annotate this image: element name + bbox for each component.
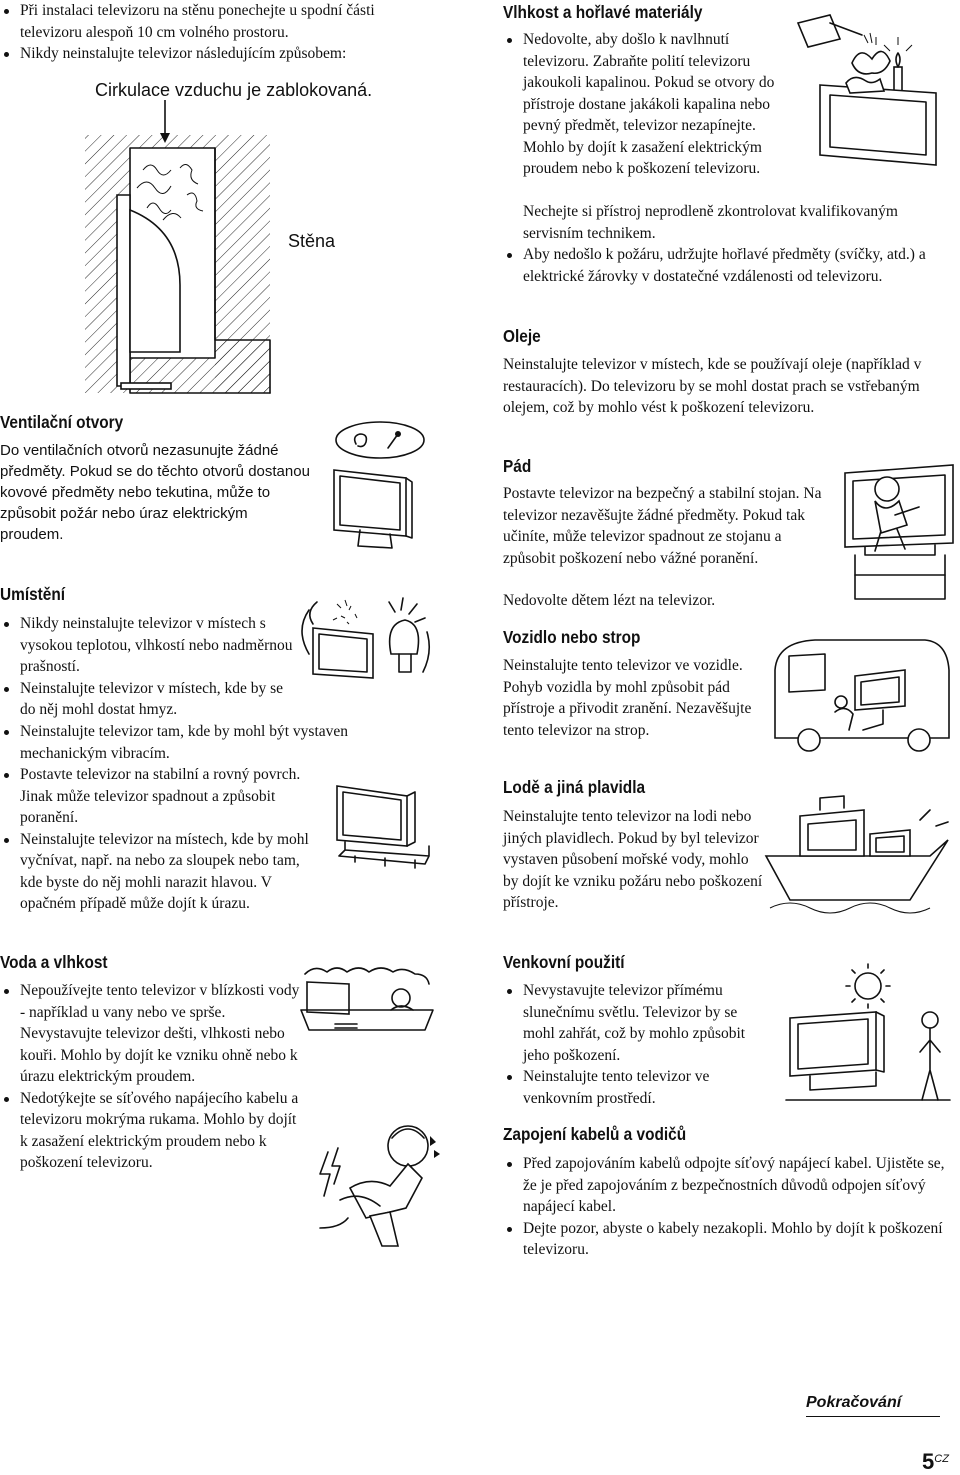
cables-list [503,1153,953,1261]
page-number [922,1446,949,1475]
outdoor-item: Nevystavujte televizor přímému slunečnímu světlu. Televizor by se mohl zahřát, což by mohlo způsobit jeho poškození. [503,980,773,1066]
outdoor-list [503,980,773,1109]
page-number-suffix: CZ [934,1453,949,1465]
flammable-item-continued: Nechejte si přístroj neprodleně zkontrolovat kvalifikovaným servisním technikem. [523,203,898,242]
ships-heading: Lodě a jiná plavidla [503,777,646,797]
water-list [0,980,300,1174]
vent-objects-illustration [330,418,430,553]
child-climbing-illustration [835,455,960,605]
outdoor-heading: Venkovní použití [503,952,625,972]
flammable-heading: Vlhkost a hořlavé materiály [503,2,703,22]
placement-heading: Umístění [0,584,66,604]
wall-installation-illustration [85,100,335,398]
unstable-stand-illustration [325,772,440,872]
ships-text: Neinstalujte tento televizor na lodi nebo jiných plavidlech. Pokud by byl televizor vystaven působení mořské vody, mohlo by dojít ke vzniku požáru nebo poškození přístroje. [503,808,763,911]
water-item: Nedotýkejte se síťového napájecího kabelu a televizoru mokrýma rukama. Mohlo by dojít k zasažení elektrickým proudem nebo k poškození televizoru. [0,1088,300,1174]
oils-heading: Oleje [503,326,541,346]
vehicle-text: Neinstalujte tento televizor ve vozidle. Pohyb vozidla by mohl způsobit pád přístroje a přivodit zranění. Nezavěšujte tento televizor na strop. [503,657,752,739]
fall-text-children: Nedovolte dětem lézt na televizor. [503,592,716,609]
top-bullet-item: Při instalaci televizoru na stěnu ponechejte u spodní části televizoru alespoň 10 cm volného prostoru. [0,0,430,43]
cables-heading: Zapojení kabelů a vodičů [503,1124,687,1144]
heat-insect-illustration [295,592,435,692]
water-heading: Voda a vlhkost [0,952,108,972]
top-bullet-list [0,0,430,65]
placement-item: Neinstalujte televizor tam, kde by mohl být vystaven mechanickým vibracím. [0,721,430,764]
placement-list-b [0,721,430,764]
vehicle-illustration [765,630,955,760]
cables-item: Před zapojováním kabelů odpojte síťový napájecí kabel. Ujistěte se, že je před zapojováním z bezpečnostních důvodů odpojen síťový napájecí kabel. [503,1153,953,1218]
liquid-candle-illustration [790,5,950,175]
boat-illustration [760,780,955,920]
vents-text: Do ventilačních otvorů nezasunujte žádné předměty. Pokud se do těchto otvorů dostanou kovové předměty nebo tekutina, může to způsobit požár nebo úraz elektrickým proudem. [0,442,310,543]
placement-item: Postavte televizor na stabilní a rovný povrch. Jinak může televizor spadnout a způsobit poranění. [0,764,320,829]
continued-label: Pokračování [806,1394,902,1411]
cables-item: Dejte pozor, abyste o kabely nezakopli. Mohlo by dojít k poškození televizoru. [503,1218,953,1261]
water-item: Nepoužívejte tento televizor v blízkosti vody - například u vany nebo ve sprše. Nevystavujte televizor dešti, vlhkosti nebo kouři. Mohlo by dojít ke vzniku ohně nebo k úrazu elektrickým proudem. [0,980,300,1088]
flammable-item: Aby nedošlo k požáru, udržujte hořlavé předměty (svíčky, atd.) a elektrické žárovky v dostatečné vzdálenosti od televizoru. [503,244,953,287]
vehicle-heading: Vozidlo nebo strop [503,627,641,647]
airflow-caption: Cirkulace vzduchu je zablokovaná. [95,80,373,100]
placement-item: Nikdy neinstalujte televizor v místech s vysokou teplotou, vlhkostí nebo nadměrnou prašností. [0,613,300,678]
footer-rule [806,1416,940,1417]
flammable-list-a [503,29,793,180]
outdoor-item: Neinstalujte tento televizor ve venkovním prostředí. [503,1066,773,1109]
wet-hands-illustration [310,1108,450,1248]
placement-list-c [0,764,320,915]
flammable-list-b [503,201,953,287]
top-bullet-item: Nikdy neinstalujte televizor následujícím způsobem: [0,43,430,65]
fall-heading: Pád [503,456,532,476]
page-number-value: 5 [922,1449,935,1474]
bathtub-illustration [295,960,445,1040]
flammable-item: Nedovolte, aby došlo k navlhnutí televizoru. Zabraňte polití televizoru jakoukoli kapalinou. Pokud se otvory do přístroje dostane jakákoli kapalina nebo pevný předmět, televizor nezapínejte. Mohlo by dojít k zasažení elektrickým proudem nebo k poškození televizoru. [503,29,793,180]
placement-item: Neinstalujte televizor na místech, kde by mohl vyčnívat, např. na nebo za sloupek nebo tam, kde byste do něj mohli narazit hlavou. V opačném případě může dojít k úrazu. [0,829,320,915]
wall-label: Stěna [288,231,336,251]
placement-item: Neinstalujte televizor v místech, kde by se do něj mohl dostat hmyz. [0,678,300,721]
oils-text: Neinstalujte televizor v místech, kde se používají oleje (například v restauracích). Do televizoru by se mohl dostat prach se vstřebaným olejem, což by mohlo vést k poškození televizoru. [503,356,922,416]
fall-text: Postavte televizor na bezpečný a stabilní stojan. Na televizor nezavěšujte žádné předměty. Pokud tak učiníte, může televizor spadnout ze stojanu a způsobit poškození nebo vážné poranění. [503,485,822,567]
placement-list-a [0,613,300,721]
vents-heading: Ventilační otvory [0,412,124,432]
outdoor-sun-illustration [780,960,955,1110]
